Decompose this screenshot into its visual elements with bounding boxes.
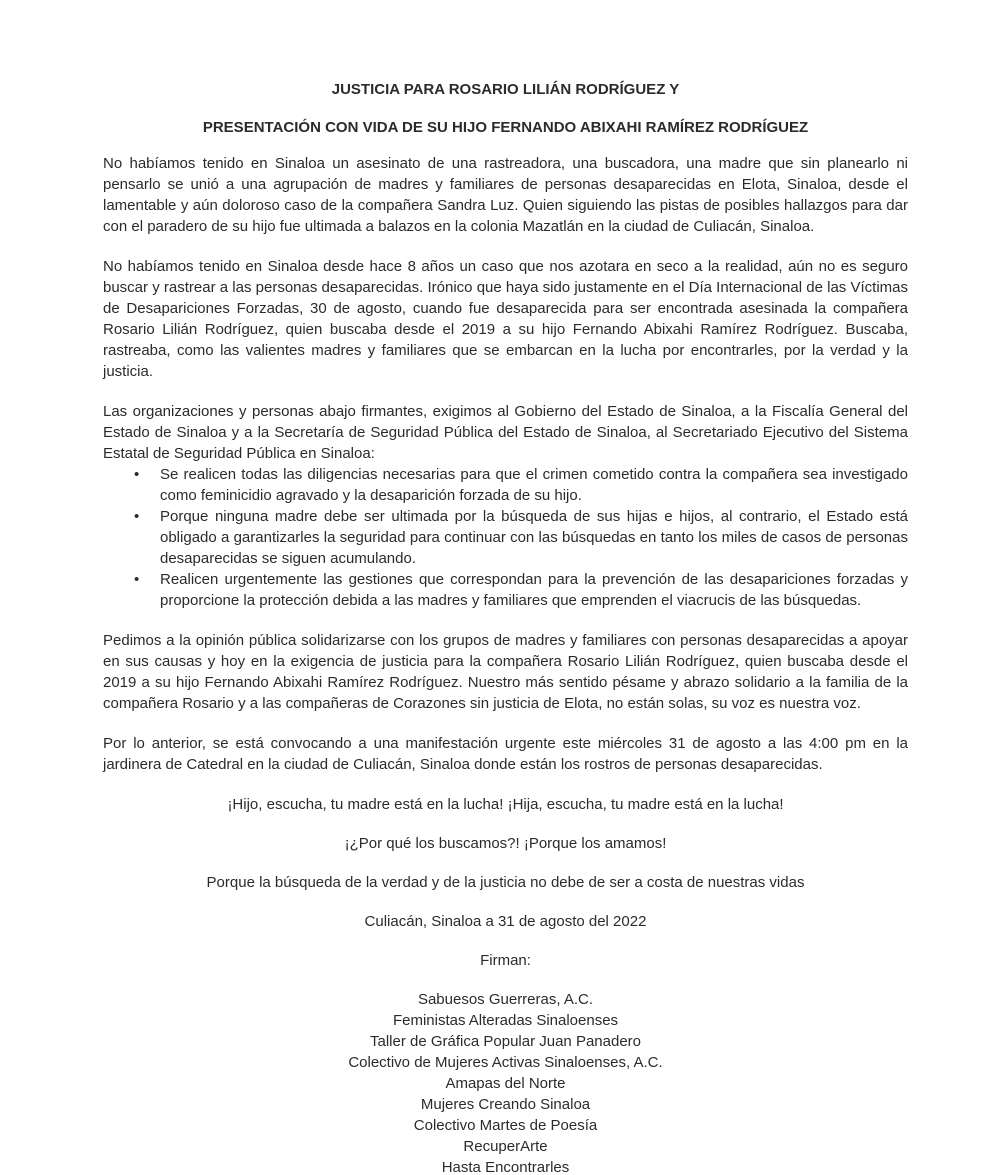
signatory-8: RecuperArte — [463, 1138, 548, 1155]
firman-label: Firman: — [480, 952, 531, 969]
slogan-busqueda-verdad: Porque la búsqueda de la verdad y de la justicia no debe de ser a costa de nuestras vidas — [206, 874, 805, 891]
demand-item-1: • Se realicen todas las diligencias necesarias para que el crimen cometido contra la compañera sea investigado como feminicidio agravado y la desaparición forzada de su hijo. — [160, 464, 908, 506]
signatory-5: Amapas del Norte — [445, 1075, 566, 1092]
signatory-7: Colectivo Martes de Poesía — [413, 1117, 598, 1134]
signatory-1: Sabuesos Guerreras, A.C. — [417, 991, 594, 1008]
paragraph-solidarity: Pedimos a la opinión pública solidarizarse con los grupos de madres y familiares con personas desaparecidas a apoyar en sus causas y hoy en la exigencia de justicia para la compañera Rosario Lilián Rodríguez, quien buscaba desde el 2019 a su hijo Fernando Abixahi Ramírez Rodríguez. Nuestro más sentido pésame y abrazo solidario a la familia de la compañera Rosario y a las compañeras de Corazones sin justicia de Elota, no están solas, su voz es nuestra voz. — [103, 632, 908, 712]
slogan-porque-los-amamos: ¡¿Por qué los buscamos?! ¡Porque los amamos! — [344, 835, 667, 852]
signatory-6: Mujeres Creando Sinaloa — [420, 1096, 591, 1113]
demand-item-2: • Porque ninguna madre debe ser ultimada por la búsqueda de sus hijas e hijos, al contrario, el Estado está obligado a garantizarles la seguridad para continuar con las búsquedas en tanto los miles de casos de personas desaparecidas se siguen acumulando. — [160, 506, 908, 569]
paragraph-demands-intro: Las organizaciones y personas abajo firmantes, exigimos al Gobierno del Estado de Sinaloa, a la Fiscalía General del Estado de Sinaloa y a la Secretaría de Seguridad Pública del Estado de Sinaloa, al Secretariado Ejecutivo del Sistema Estatal de Seguridad Pública en Sinaloa: — [103, 403, 908, 462]
signatory-4: Colectivo de Mujeres Activas Sinaloenses, A.C. — [348, 1054, 663, 1071]
signatories-list — [103, 989, 908, 1175]
signatory-2: Feministas Alteradas Sinaloenses — [392, 1012, 619, 1029]
demand-item-3: • Realicen urgentemente las gestiones que correspondan para la prevención de las desapariciones forzadas y proporcione la protección debida a las madres y familiares que emprenden el viacrucis de las búsquedas. — [160, 569, 908, 611]
document-content — [103, 79, 908, 1175]
paragraph-intro: No habíamos tenido en Sinaloa un asesinato de una rastreadora, una buscadora, una madre que sin planearlo ni pensarlo se unió a una agrupación de madres y familiares de personas desaparecidas en Elota, Sinaloa, desde el lamentable y aún doloroso caso de la compañera Sandra Luz. Quien siguiendo las pistas de posibles hallazgos para dar con el paradero de su hijo fue ultimada a balazos en la colonia Mazatlán en la ciudad de Culiacán, Sinaloa. — [103, 155, 908, 235]
signatory-9: Hasta Encontrarles — [441, 1159, 570, 1175]
paragraph-convocation: Por lo anterior, se está convocando a una manifestación urgente este miércoles 31 de agosto a las 4:00 pm en la jardinera de Catedral en la ciudad de Culiacán, Sinaloa donde están los rostros de personas desaparecidas. — [103, 735, 908, 773]
demands-list — [103, 464, 908, 611]
document-title-line-2: PRESENTACIÓN CON VIDA DE SU HIJO FERNANDO ABIXAHI RAMÍREZ RODRÍGUEZ — [202, 119, 809, 136]
dateline: Culiacán, Sinaloa a 31 de agosto del 2022 — [364, 913, 647, 930]
signatory-3: Taller de Gráfica Popular Juan Panadero — [370, 1033, 641, 1050]
slogan-madre-en-la-lucha: ¡Hijo, escucha, tu madre está en la lucha! ¡Hija, escucha, tu madre está en la lucha! — [227, 796, 784, 813]
paragraph-context: No habíamos tenido en Sinaloa desde hace 8 años un caso que nos azotara en seco a la realidad, aún no es seguro buscar y rastrear a las personas desaparecidas. Irónico que haya sido justamente en el Día Internacional de las Víctimas de Desapariciones Forzadas, 30 de agosto, cuando fue desaparecida para ser encontrada asesinada la compañera Rosario Lilián Rodríguez, quien buscaba desde el 2019 a su hijo Fernando Abixahi Ramírez Rodríguez. Buscaba, rastreaba, como las valientes madres y familiares que se embarcan en la lucha por encontrarles, por la verdad y la justicia. — [103, 258, 908, 380]
document-title-line-1: JUSTICIA PARA ROSARIO LILIÁN RODRÍGUEZ Y — [331, 81, 680, 98]
